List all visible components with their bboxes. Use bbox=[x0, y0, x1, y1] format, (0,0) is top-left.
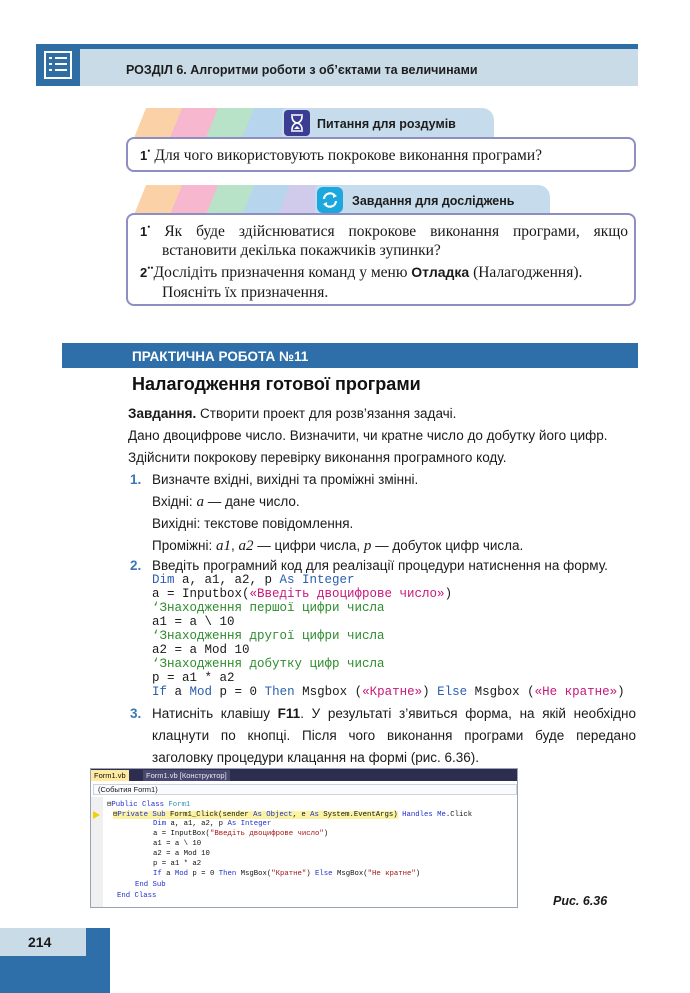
var-a2: a2 bbox=[238, 538, 254, 554]
var-a1: a1 bbox=[216, 538, 231, 554]
practical-bar-title: ПРАКТИЧНА РОБОТА №11 bbox=[132, 349, 309, 364]
question-text: Для чого використовують покрокове виконання програми? bbox=[154, 147, 543, 165]
step-3-text-a: Натисніть клавішу bbox=[152, 706, 278, 721]
code-comment-3: ‘Знаходження добутку цифр числа bbox=[152, 657, 385, 671]
research-item-1-text: Як буде здійснюватися покрокове виконання програми, якщо bbox=[164, 223, 629, 241]
vb-if-b: p = 0 bbox=[188, 870, 219, 878]
research-stripes bbox=[140, 185, 320, 215]
breakpoint-arrow-icon bbox=[93, 811, 100, 819]
question-mark: • bbox=[147, 146, 151, 156]
vb-sub-sig: Form1_Click(sender bbox=[165, 811, 254, 819]
vb-click: .Click bbox=[445, 811, 473, 819]
research-item-2-line-1 bbox=[140, 263, 628, 282]
code-paren: ) bbox=[444, 587, 453, 601]
code-kw-if: If bbox=[152, 685, 168, 699]
step-1-intermediate bbox=[152, 538, 523, 555]
vb-paren: ) bbox=[323, 830, 329, 838]
vb-kw-dim: Dim bbox=[153, 820, 167, 828]
vb-kw-as-integer: As Integer bbox=[227, 820, 272, 828]
task-check: Здійснити покрокову перевірку виконання програмного коду. bbox=[128, 450, 507, 465]
vb-kw-if: If bbox=[153, 870, 162, 878]
code-if-e: Msgbox ( bbox=[467, 685, 535, 699]
vb-kw-else: Else bbox=[315, 870, 333, 878]
vb-sub-args: System.EventArgs) bbox=[318, 811, 398, 819]
intermediate-label: Проміжні: bbox=[152, 538, 216, 553]
vb-line-6: a2 = a Mod 10 bbox=[153, 850, 210, 858]
step-3-line-1 bbox=[152, 706, 636, 721]
step-1-text: Визначте вхідні, вихідні та проміжні змінні. bbox=[152, 472, 419, 487]
code-string-not-multiple: «Не кратне» bbox=[534, 685, 618, 699]
code-kw-then: Then bbox=[264, 685, 295, 699]
code-string-prompt: «Введіть двоцифрове число» bbox=[249, 587, 445, 601]
inputs-desc: — дане число. bbox=[203, 494, 300, 509]
code-kw-else: Else bbox=[437, 685, 468, 699]
research-item-1-line-2: встановити декілька покажчиків зупинки? bbox=[162, 242, 441, 259]
vb-kw-public-class: Public Class bbox=[111, 801, 164, 809]
code-line-if bbox=[152, 685, 625, 699]
vb-line-7: p = a1 * a2 bbox=[153, 860, 202, 868]
intermediate-sep: , bbox=[231, 538, 239, 553]
vb-if-c: MsgBox( bbox=[236, 870, 272, 878]
task-text: Створити проект для розв’язання задачі. bbox=[196, 406, 457, 421]
vb-vars: a, a1, a2, p bbox=[166, 820, 228, 828]
vb-str-multiple: "Кратне" bbox=[271, 870, 307, 878]
code-line-a2: a2 = a Mod 10 bbox=[152, 643, 250, 657]
research-item-2-mark: •• bbox=[147, 263, 154, 273]
code-comment-1: ‘Знаходження першої цифри числа bbox=[152, 601, 385, 615]
vb-line-3 bbox=[153, 820, 271, 828]
research-item-1-line-1 bbox=[140, 222, 628, 241]
key-f11: F11 bbox=[277, 706, 301, 721]
vb-line-end-class: End Class bbox=[117, 892, 157, 900]
step-1-outputs: Вихідні: текстове повідомлення. bbox=[152, 516, 354, 531]
code-inputbox: a = Inputbox( bbox=[152, 587, 250, 601]
code-comment-2: ‘Знаходження другої цифри числа bbox=[152, 629, 385, 643]
editor-tab-designer[interactable]: Form1.vb [Конструктор] bbox=[143, 770, 230, 781]
vb-kw-then: Then bbox=[218, 870, 237, 878]
vb-editor-screenshot bbox=[90, 768, 518, 908]
intermediate-desc-1: — цифри числа, bbox=[253, 538, 364, 553]
page-number: 214 bbox=[28, 934, 52, 950]
question-number: 1 bbox=[140, 148, 148, 164]
vb-kw-as-object: As Object bbox=[253, 811, 293, 819]
vb-if-e: MsgBox( bbox=[332, 870, 368, 878]
code-if-c: Msgbox ( bbox=[294, 685, 363, 699]
step-2-text: Введіть програмний код для реалізації процедури натиснення на форму. bbox=[152, 558, 608, 573]
code-line-a1: a1 = a \ 10 bbox=[152, 615, 235, 629]
vb-sub-e: , e bbox=[292, 811, 311, 819]
code-if-d: ) bbox=[422, 685, 438, 699]
figure-caption: Рис. 6.36 bbox=[553, 894, 608, 908]
code-if-b: p = 0 bbox=[212, 685, 265, 699]
events-combo[interactable]: (События Form1) bbox=[93, 784, 517, 795]
vb-kw-as: As bbox=[310, 811, 319, 819]
code-string-multiple: «Кратне» bbox=[362, 685, 423, 699]
vb-line-5: a1 = a \ 10 bbox=[153, 840, 202, 848]
code-kw-mod: Mod bbox=[189, 685, 213, 699]
vb-kw-mod: Mod bbox=[174, 870, 189, 878]
question-item bbox=[140, 146, 542, 165]
research-item-2-number: 2 bbox=[140, 265, 148, 281]
research-item-2-text-end: (Налагодження). bbox=[469, 264, 583, 282]
step-1-inputs bbox=[152, 494, 300, 511]
code-if-a: a bbox=[167, 685, 190, 699]
code-line-p: p = a1 * a2 bbox=[152, 671, 235, 685]
vb-inputbox: a = InputBox( bbox=[153, 830, 210, 838]
step-3-line-3: заголовку процедури клацання на формі (рис. 6.36). bbox=[152, 750, 480, 765]
code-line-1 bbox=[152, 573, 355, 587]
vb-highlighted-line: ⊟Private Sub Form1_Click(sender As Object, e As System.EventArgs) bbox=[113, 811, 398, 819]
refresh-icon bbox=[317, 187, 343, 213]
research-item-2-line-2: Поясніть їх призначення. bbox=[162, 284, 329, 301]
vb-if-a: a bbox=[161, 870, 175, 878]
var-a: a bbox=[196, 494, 204, 510]
code-line-2 bbox=[152, 587, 452, 601]
step-2-number: 2. bbox=[130, 558, 142, 573]
task-line bbox=[128, 406, 456, 421]
hourglass-icon bbox=[284, 110, 310, 136]
var-p: p bbox=[363, 538, 372, 554]
research-item-1-mark: • bbox=[147, 222, 151, 232]
vb-kw-handles: Handles bbox=[397, 811, 433, 819]
vb-line-8 bbox=[153, 870, 420, 878]
research-label: Завдання для досліджень bbox=[352, 194, 515, 208]
book-icon bbox=[36, 44, 80, 86]
vb-line-2 bbox=[113, 809, 472, 819]
vb-line-4 bbox=[153, 830, 328, 838]
vb-if-f: ) bbox=[415, 870, 421, 878]
code-kw-dim: Dim bbox=[152, 573, 175, 587]
menu-debug-name: Отладка bbox=[411, 264, 470, 281]
vb-kw-private-sub: Private Sub bbox=[117, 811, 166, 819]
step-3-number: 3. bbox=[130, 706, 142, 721]
task-label: Завдання. bbox=[128, 406, 197, 421]
vb-line-end-sub: End Sub bbox=[135, 881, 166, 889]
research-item-1-number: 1 bbox=[140, 224, 148, 240]
code-if-f: ) bbox=[617, 685, 625, 699]
step-3-text-b: . У результаті з’явиться форма, на якій необхідно bbox=[300, 706, 636, 721]
section-title: РОЗДІЛ 6. Алгоритми роботи з об’єктами та величинами bbox=[126, 63, 478, 77]
research-item-2-text: Дослідіть призначення команд у меню bbox=[153, 264, 412, 282]
vb-line-1: ⊟Public Class Form1 bbox=[107, 801, 191, 809]
vb-if-d: ) bbox=[306, 870, 316, 878]
step-1-number: 1. bbox=[130, 472, 142, 487]
intermediate-desc-2: — добуток цифр числа. bbox=[371, 538, 524, 553]
vb-class-name: Form1 bbox=[163, 801, 191, 809]
questions-label: Питання для роздумів bbox=[317, 117, 456, 131]
step-3-line-2: клацнути по кнопці. Після чого виконання програми буде передано bbox=[152, 728, 636, 743]
inputs-label: Вхідні: bbox=[152, 494, 197, 509]
vb-kw-me: Me bbox=[432, 811, 446, 819]
practical-title: Налагодження готової програми bbox=[132, 374, 421, 394]
code-kw-as-integer: As Integer bbox=[279, 573, 355, 587]
code-vars: a, a1, a2, p bbox=[174, 573, 280, 587]
task-description: Дано двоцифрове число. Визначити, чи кратне число до добутку його цифр. bbox=[128, 428, 608, 443]
vb-str-not-multiple: "Не кратне" bbox=[367, 870, 416, 878]
editor-tab-code[interactable]: Form1.vb bbox=[91, 770, 129, 781]
vb-prompt-string: "Введіть двоцифрове число" bbox=[209, 830, 324, 838]
